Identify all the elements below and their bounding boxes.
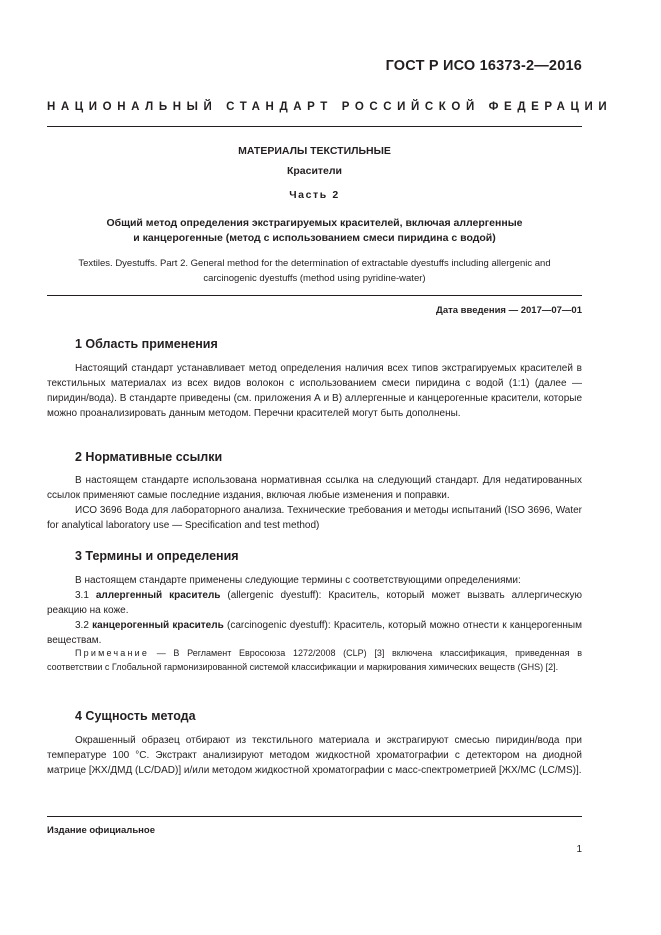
- section-2-body: [47, 473, 582, 533]
- english-title-line-1: Textiles. Dyestuffs. Part 2. General method for the determination of extractable dyestuffs including allergenic and: [78, 258, 551, 269]
- note-text: — В Регламент Евросоюза 1272/2008 (CLP) [3] включена классификация, приведенная в соответствии с Глобальной гармонизированной системой классификации и маркирования химических веществ (GHS) [2].: [47, 648, 582, 672]
- title-divider: [47, 295, 582, 296]
- english-title: [47, 257, 582, 286]
- term-3-1-term: аллергенный краситель: [95, 590, 221, 601]
- section-3-note: [47, 646, 582, 674]
- section-2-heading: 2 Нормативные ссылки: [75, 450, 223, 464]
- document-title-description: [47, 216, 582, 246]
- english-title-line-2: carcinogenic dyestuffs (method using pyridine-water): [203, 272, 426, 284]
- section-4-heading: 4 Сущность метода: [75, 709, 196, 723]
- section-1-heading: 1 Область применения: [75, 337, 218, 351]
- note-label: Примечание: [75, 648, 150, 658]
- term-3-2-number: 3.2: [75, 620, 89, 631]
- edition-label: Издание официальное: [47, 825, 155, 836]
- section-2-paragraph-2: ИСО 3696 Вода для лабораторного анализа. Технические требования и методы испытаний (ISO 3696, Water for analytical laboratory use — Specification and test method): [47, 505, 582, 531]
- term-3-1-number: 3.1: [75, 590, 89, 601]
- introduction-date: Дата введения — 2017—07—01: [436, 305, 582, 316]
- section-2-paragraph-1: В настоящем стандарте использована нормативная ссылка на следующий стандарт. Для недатированных ссылок применяют самые последние издания, включая любые изменения и поправки.: [47, 475, 582, 501]
- term-3-1-definition: (allergenic dyestuff): Краситель, который может вызвать аллергическую реакцию на коже.: [47, 590, 583, 616]
- title-description-line-2: и канцерогенные (метод с использованием смеси пиридина с водой): [133, 232, 496, 244]
- document-part: Часть 2: [289, 189, 340, 201]
- term-3-1: [47, 588, 582, 618]
- term-3-2-term: канцерогенный краситель: [92, 620, 224, 631]
- document-subtitle: Красители: [286, 165, 343, 177]
- section-1-paragraph: Настоящий стандарт устанавливает метод определения наличия всех типов экстрагируемых красителей в текстильных материалах из всех видов волокон с использованием смеси пиридина с водой (1:1) (далее — пиридин/вода). В стандарте приведены (см. приложения А и В) аллергенные и канцерогенные красители, которые можно проанализировать данным методом. Перечни красителей могут быть дополнены.: [47, 363, 582, 419]
- footer-divider: [47, 816, 582, 817]
- top-divider: [47, 126, 582, 127]
- document-title: МАТЕРИАЛЫ ТЕКСТИЛЬНЫЕ: [238, 145, 391, 157]
- section-3-paragraph-1: В настоящем стандарте применены следующие термины с соответствующими определениями:: [75, 575, 521, 586]
- section-3-body: [47, 573, 582, 648]
- section-4-paragraph: Окрашенный образец отбирают из текстильного материала и экстрагируют смесью пиридин/вода при температуре 100 °С. Экстракт анализируют методом жидкостной хроматографии с детектором на диодной матрице [ЖХ/ДМД (LC/DAD)] и/или методом жидкостной хроматографии с масс-спектрометрией [ЖХ/МС (LC/MS)].: [47, 735, 582, 776]
- standard-number: ГОСТ Р ИСО 16373-2—2016: [385, 58, 582, 74]
- section-3-heading: 3 Термины и определения: [75, 549, 239, 563]
- title-description-line-1: Общий метод определения экстрагируемых красителей, включая аллергенные: [106, 217, 523, 229]
- page-number: 1: [576, 844, 582, 855]
- term-3-2-definition: (carcinogenic dyestuff): Краситель, который можно отнести к канцерогенным веществам.: [47, 620, 582, 646]
- section-4-body: [47, 733, 582, 778]
- national-standard-heading: НАЦИОНАЛЬНЫЙ СТАНДАРТ РОССИЙСКОЙ ФЕДЕРАЦИИ: [47, 101, 613, 113]
- term-3-2: [47, 618, 582, 648]
- section-1-body: [47, 361, 582, 421]
